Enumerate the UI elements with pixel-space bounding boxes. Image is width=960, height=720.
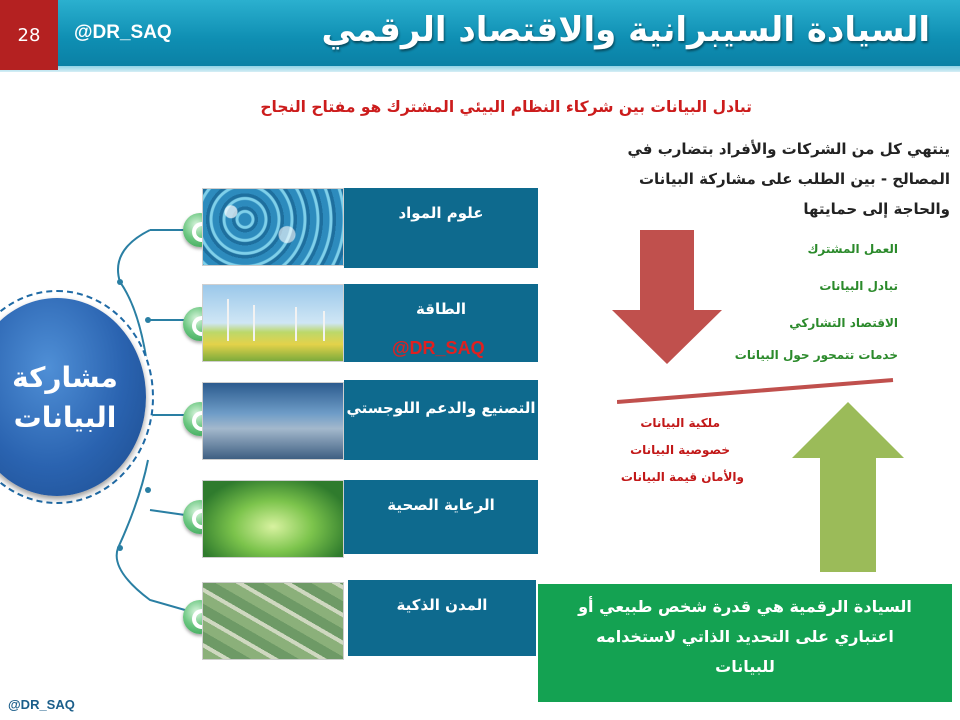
smart-cities-photo [202, 582, 344, 660]
watermark: @DR_SAQ [392, 338, 485, 358]
protection-item: والأمان قيمة البيانات [620, 470, 744, 484]
intro-line: والحاجة إلى حمايتها [803, 200, 950, 218]
demand-item: الاقتصاد التشاركي [789, 316, 898, 330]
sector-label-manufacturing: التصنيع والدعم اللوجستي [344, 380, 538, 460]
footer-handle: @DR_SAQ [8, 697, 75, 712]
definition-line: للبيانات [715, 657, 775, 676]
definition-line: السيادة الرقمية هي قدرة شخص طبيعي أو [578, 597, 912, 616]
definition-box [538, 584, 952, 702]
slide-title: السيادة السيبرانية والاقتصاد الرقمي [321, 10, 930, 50]
header-divider [0, 66, 960, 72]
demand-item: تبادل البيانات [819, 279, 898, 293]
definition-line: اعتباري على التحديد الذاتي لاستخدامه [596, 627, 894, 646]
intro-line: ينتهي كل من الشركات والأفراد بتضارب في [627, 140, 950, 158]
sector-label-energy: الطاقة [344, 284, 538, 362]
sector-label-healthcare: الرعاية الصحية [344, 480, 538, 554]
protection-arrow [792, 402, 904, 572]
manufacturing-photo [202, 382, 344, 460]
healthcare-photo [202, 480, 344, 558]
hub-label [0, 358, 130, 438]
protection-item: ملكية البيانات [640, 416, 720, 430]
demand-item: العمل المشترك [807, 242, 898, 256]
slide-subtitle: تبادل البيانات بين شركاء النظام البيئي المشترك هو مفتاح النجاح [260, 98, 752, 116]
hub-label-line: البيانات [13, 401, 117, 434]
materials-photo [202, 188, 344, 266]
intro-line: المصالح - بين الطلب على مشاركة البيانات [638, 170, 950, 188]
protection-item: خصوصية البيانات [630, 443, 730, 457]
energy-photo [202, 284, 344, 362]
demand-arrow [612, 230, 722, 364]
sector-label-smart-cities: المدن الذكية [348, 580, 536, 656]
hub-label-line: مشاركة [12, 361, 118, 394]
demand-item: خدمات تتمحور حول البيانات [734, 348, 898, 362]
header-handle: @DR_SAQ [74, 22, 172, 43]
intro-text [560, 134, 950, 224]
sector-label-materials: علوم المواد [344, 188, 538, 268]
page-number: 28 [0, 0, 58, 70]
